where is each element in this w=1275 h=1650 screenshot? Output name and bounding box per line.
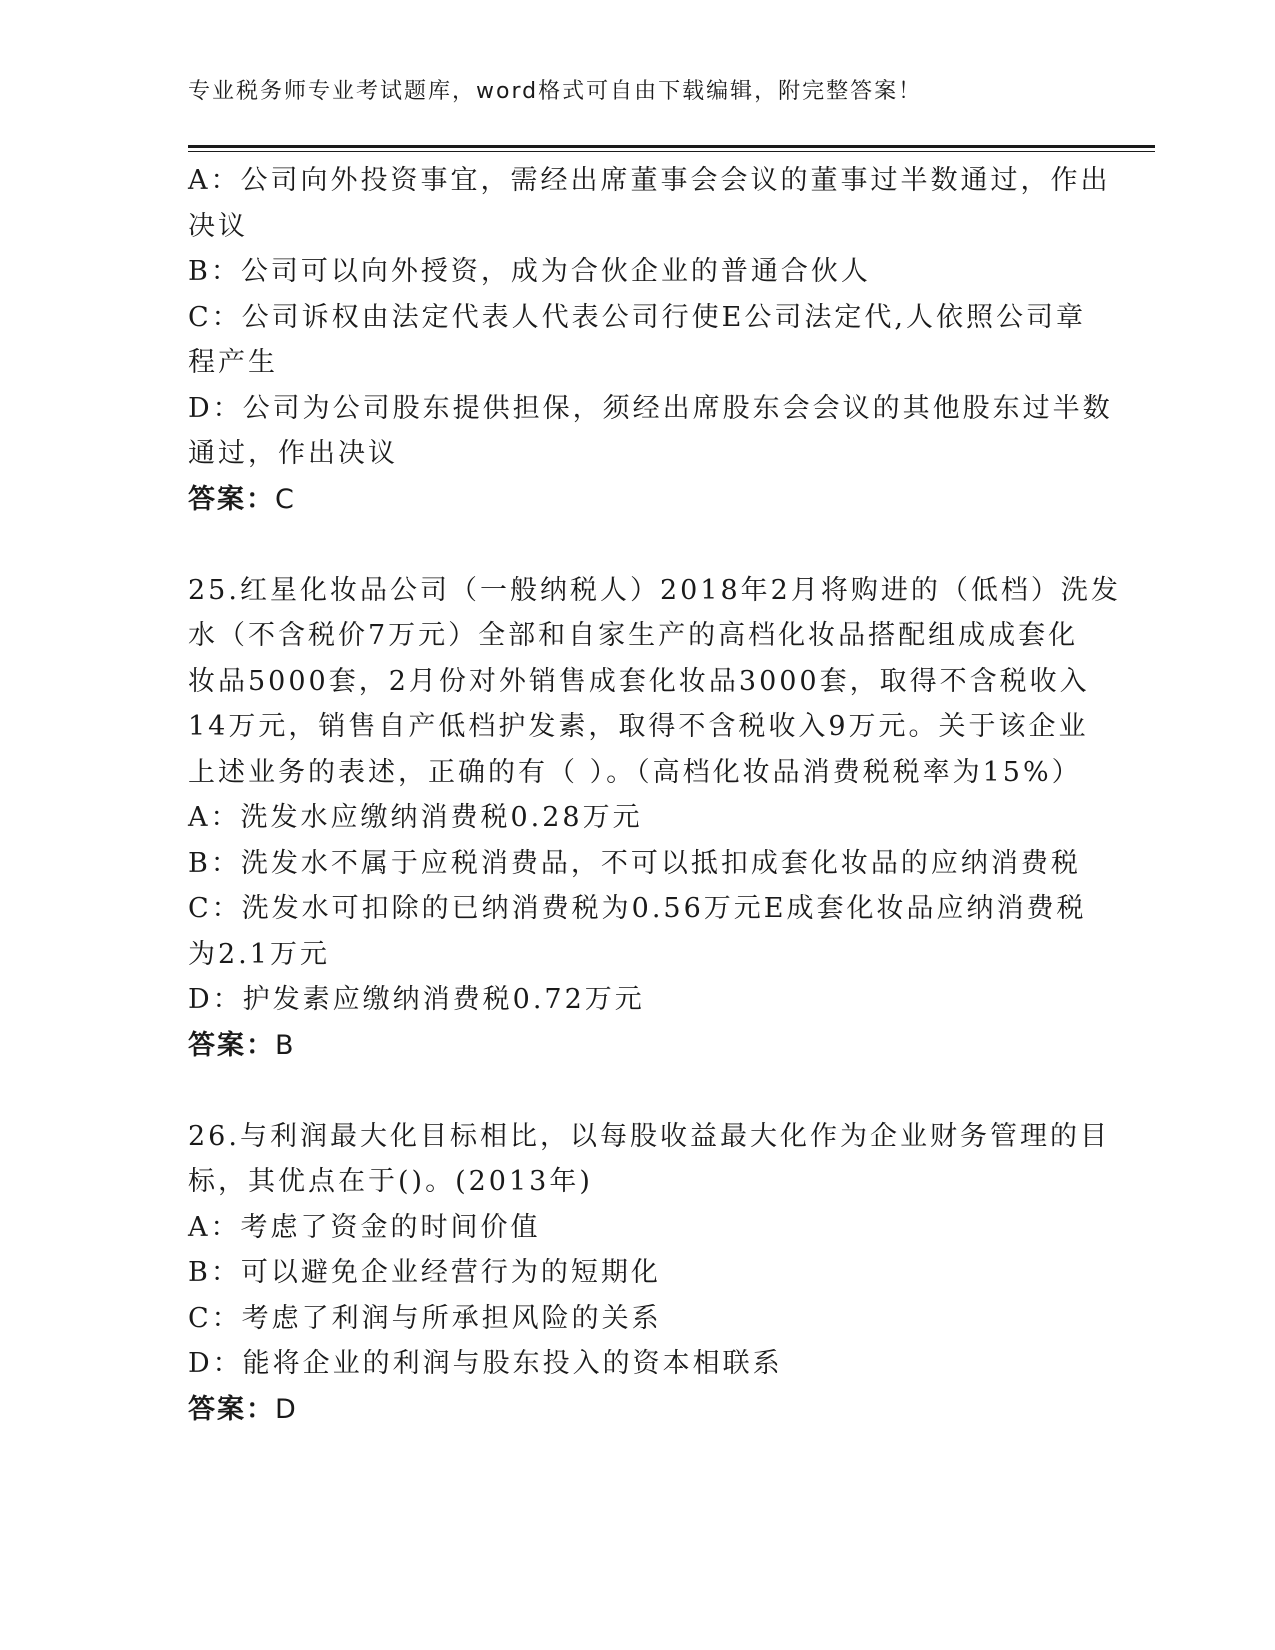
question-block-24: [188, 158, 1113, 522]
option-c: C：考虑了利润与所承担风险的关系: [188, 1302, 662, 1334]
option-d: D：能将企业的利润与股东投入的资本相联系: [188, 1348, 783, 1379]
question-stem: 标，其优点在于()。(2013年): [188, 1166, 593, 1197]
option-a: A：洗发水应缴纳消费税0.28万元: [188, 802, 643, 833]
question-stem: 26.与利润最大化目标相比，以每股收益最大化作为企业财务管理的目: [188, 1120, 1110, 1152]
option-b: B：可以避免企业经营行为的短期化: [188, 1257, 661, 1288]
option-d: D：护发素应缴纳消费税0.72万元: [188, 984, 645, 1015]
question-line: 通过，作出决议: [188, 438, 398, 469]
answer-label: 答案：: [188, 483, 275, 515]
answer-value: D: [275, 1393, 298, 1425]
answer-line: [188, 1387, 1088, 1433]
question-line: 为2.1万元: [188, 938, 330, 970]
page-header: 专业税务师专业考试题库，word格式可自由下载编辑，附完整答案！: [188, 79, 923, 104]
question-content: [188, 158, 1121, 1432]
answer-line: [188, 477, 1088, 523]
option-b: B：公司可以向外授资，成为合伙企业的普通合伙人: [188, 256, 871, 287]
spacer: [188, 522, 1088, 568]
answer-label: 答案：: [188, 1029, 275, 1061]
option-a: A：考虑了资金的时间价值: [188, 1211, 541, 1243]
answer-line: [188, 1023, 1088, 1069]
question-stem: 25.红星化妆品公司（一般纳税人）2018年2月将购进的（低档）洗发: [188, 574, 1121, 606]
option-d: D：公司为公司股东提供担保，须经出席股东会会议的其他股东过半数: [188, 392, 1113, 424]
question-stem: 妆品5000套，2月份对外销售成套化妆品3000套，取得不含税收入: [188, 665, 1090, 697]
option-c: C：洗发水可扣除的已纳消费税为0.56万元E成套化妆品应纳消费税: [188, 893, 1087, 924]
question-stem: 水（不含税价7万元）全部和自家生产的高档化妆品搭配组成成套化: [188, 620, 1079, 651]
header-rule-thin: [188, 151, 1155, 152]
option-b: B：洗发水不属于应税消费品，不可以抵扣成套化妆品的应纳消费税: [188, 847, 1081, 879]
answer-value: C: [275, 483, 296, 515]
question-stem: 14万元，销售自产低档护发素，取得不含税收入9万元。关于该企业: [188, 711, 1089, 742]
question-line: 决议: [188, 210, 248, 242]
answer-label: 答案：: [188, 1393, 275, 1425]
header-rule-thick: [188, 145, 1155, 148]
question-stem: 上述业务的表述，正确的有（ ）。（高档化妆品消费税税率为15%）: [188, 756, 1082, 788]
question-line: 程产生: [188, 347, 278, 378]
answer-value: B: [275, 1029, 296, 1061]
question-line: A：公司向外投资事宜，需经出席董事会会议的董事过半数通过，作出: [188, 165, 1111, 196]
option-c: C：公司诉权由法定代表人代表公司行使E公司法定代,人依照公司章: [188, 301, 1086, 333]
question-block-25: [188, 568, 1121, 1069]
spacer: [188, 1068, 1088, 1114]
question-block-26: [188, 1114, 1110, 1433]
